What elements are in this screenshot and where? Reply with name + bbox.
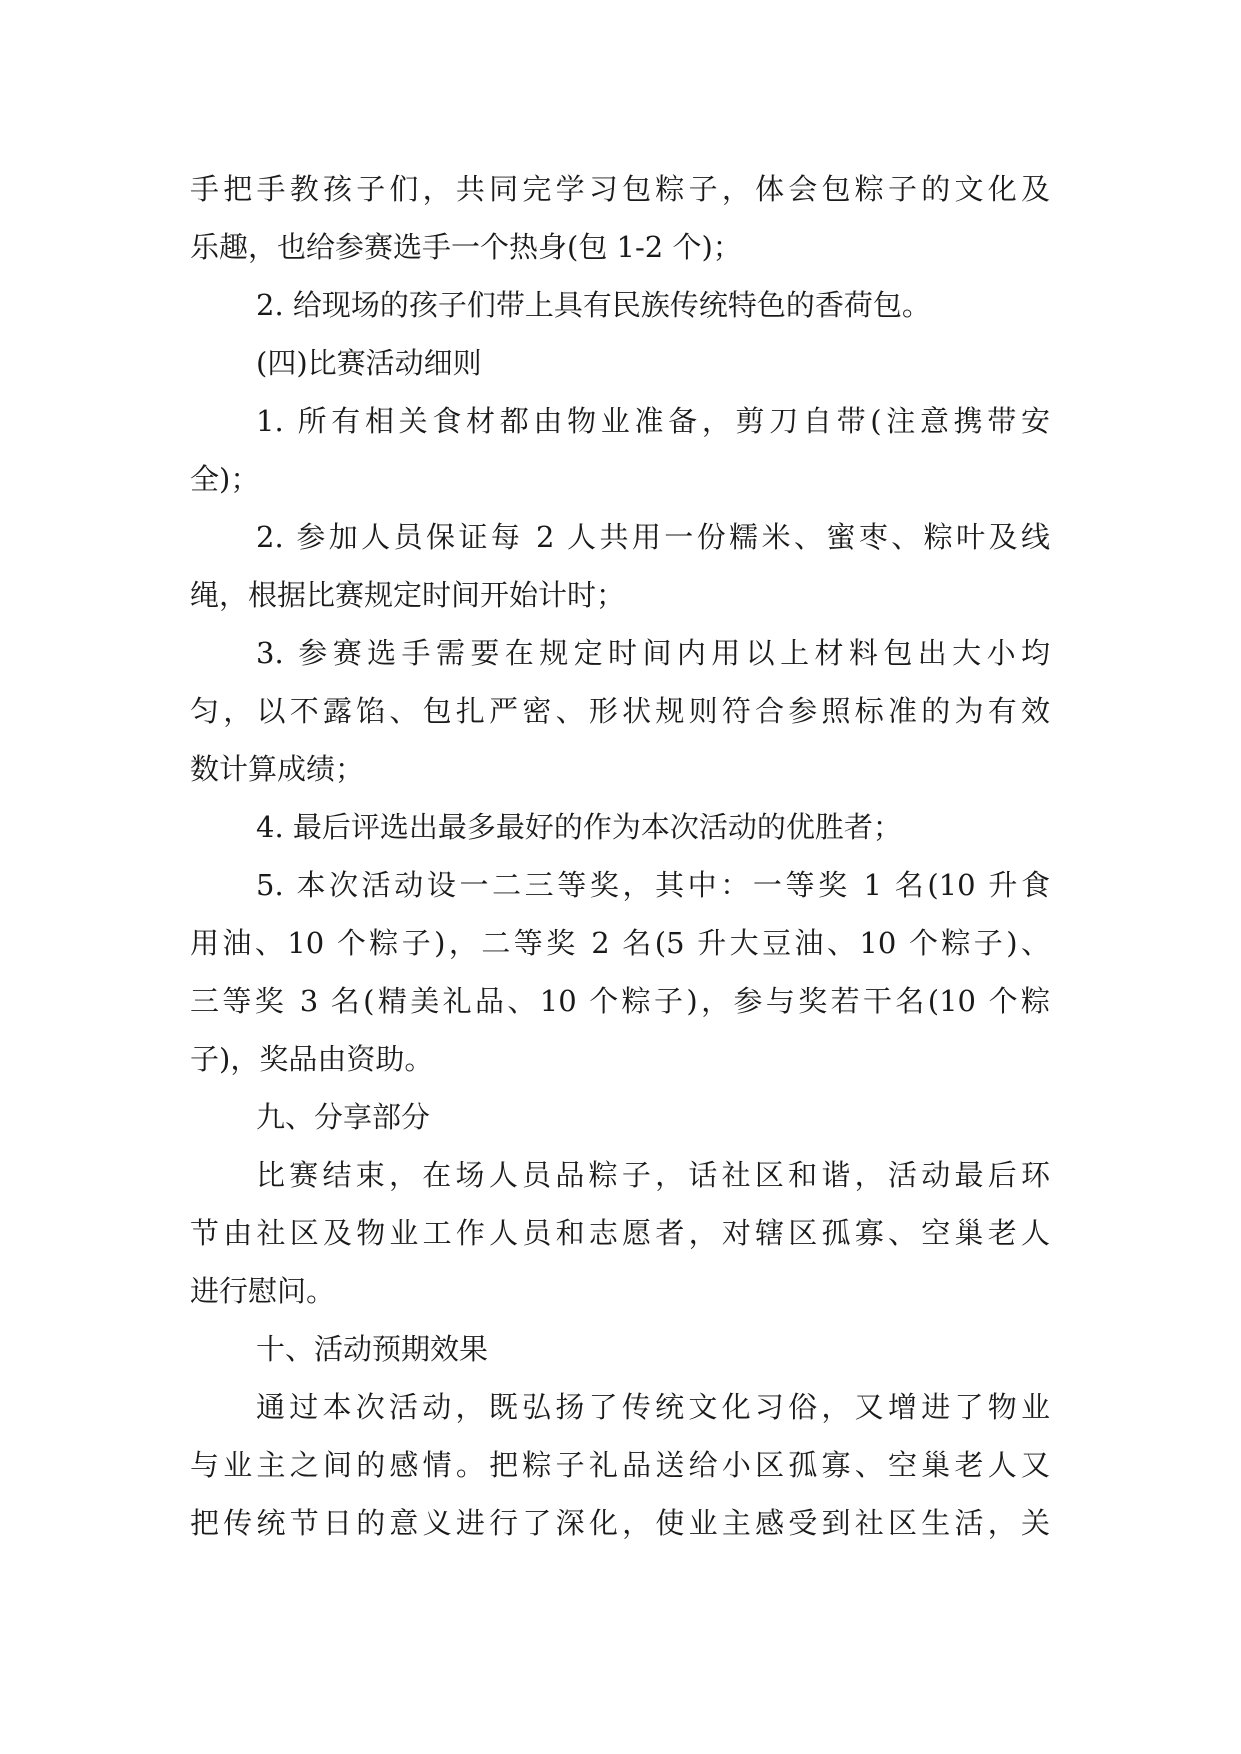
- text-line: 三等奖 3 名(精美礼品、10 个粽子)，参与奖若干名(10 个粽: [190, 984, 1050, 1018]
- text-line: 1. 所有相关食材都由物业准备，剪刀自带(注意携带安: [256, 404, 1050, 438]
- text-line: 乐趣，也给参赛选手一个热身(包 1-2 个)；: [190, 230, 742, 264]
- text-line: 3. 参赛选手需要在规定时间内用以上材料包出大小均: [256, 636, 1050, 670]
- document-body: [190, 160, 1050, 1552]
- text-line: 把传统节日的意义进行了深化，使业主感受到社区生活，关: [190, 1506, 1050, 1540]
- text-line: 全)；: [190, 462, 260, 496]
- section-heading: 九、分享部分: [256, 1100, 431, 1134]
- text-line: 用油、10 个粽子)，二等奖 2 名(5 升大豆油、10 个粽子)、: [190, 926, 1050, 960]
- text-line: 数计算成绩；: [190, 752, 365, 786]
- text-line: 匀，以不露馅、包扎严密、形状规则符合参照标准的为有效: [190, 694, 1050, 728]
- text-line: 2. 给现场的孩子们带上具有民族传统特色的香荷包。: [256, 288, 931, 322]
- text-line: 子)，奖品由资助。: [190, 1042, 434, 1076]
- text-line: 与业主之间的感情。把粽子礼品送给小区孤寡、空巢老人又: [190, 1448, 1050, 1482]
- text-line: 通过本次活动，既弘扬了传统文化习俗，又增进了物业: [256, 1390, 1050, 1424]
- text-line: 手把手教孩子们，共同完学习包粽子，体会包粽子的文化及: [190, 172, 1050, 206]
- text-line: 节由社区及物业工作人员和志愿者，对辖区孤寡、空巢老人: [190, 1216, 1050, 1250]
- text-line: 2. 参加人员保证每 2 人共用一份糯米、蜜枣、粽叶及线: [256, 520, 1050, 554]
- text-line: 比赛结束，在场人员品粽子，话社区和谐，活动最后环: [256, 1158, 1050, 1192]
- text-line: 绳，根据比赛规定时间开始计时；: [190, 578, 626, 612]
- text-line: 4. 最后评选出最多最好的作为本次活动的优胜者；: [256, 810, 902, 844]
- section-heading: (四)比赛活动细则: [256, 346, 482, 380]
- section-heading: 十、活动预期效果: [256, 1332, 489, 1366]
- text-line: 进行慰问。: [190, 1274, 336, 1308]
- text-line: 5. 本次活动设一二三等奖，其中：一等奖 1 名(10 升食: [256, 868, 1050, 902]
